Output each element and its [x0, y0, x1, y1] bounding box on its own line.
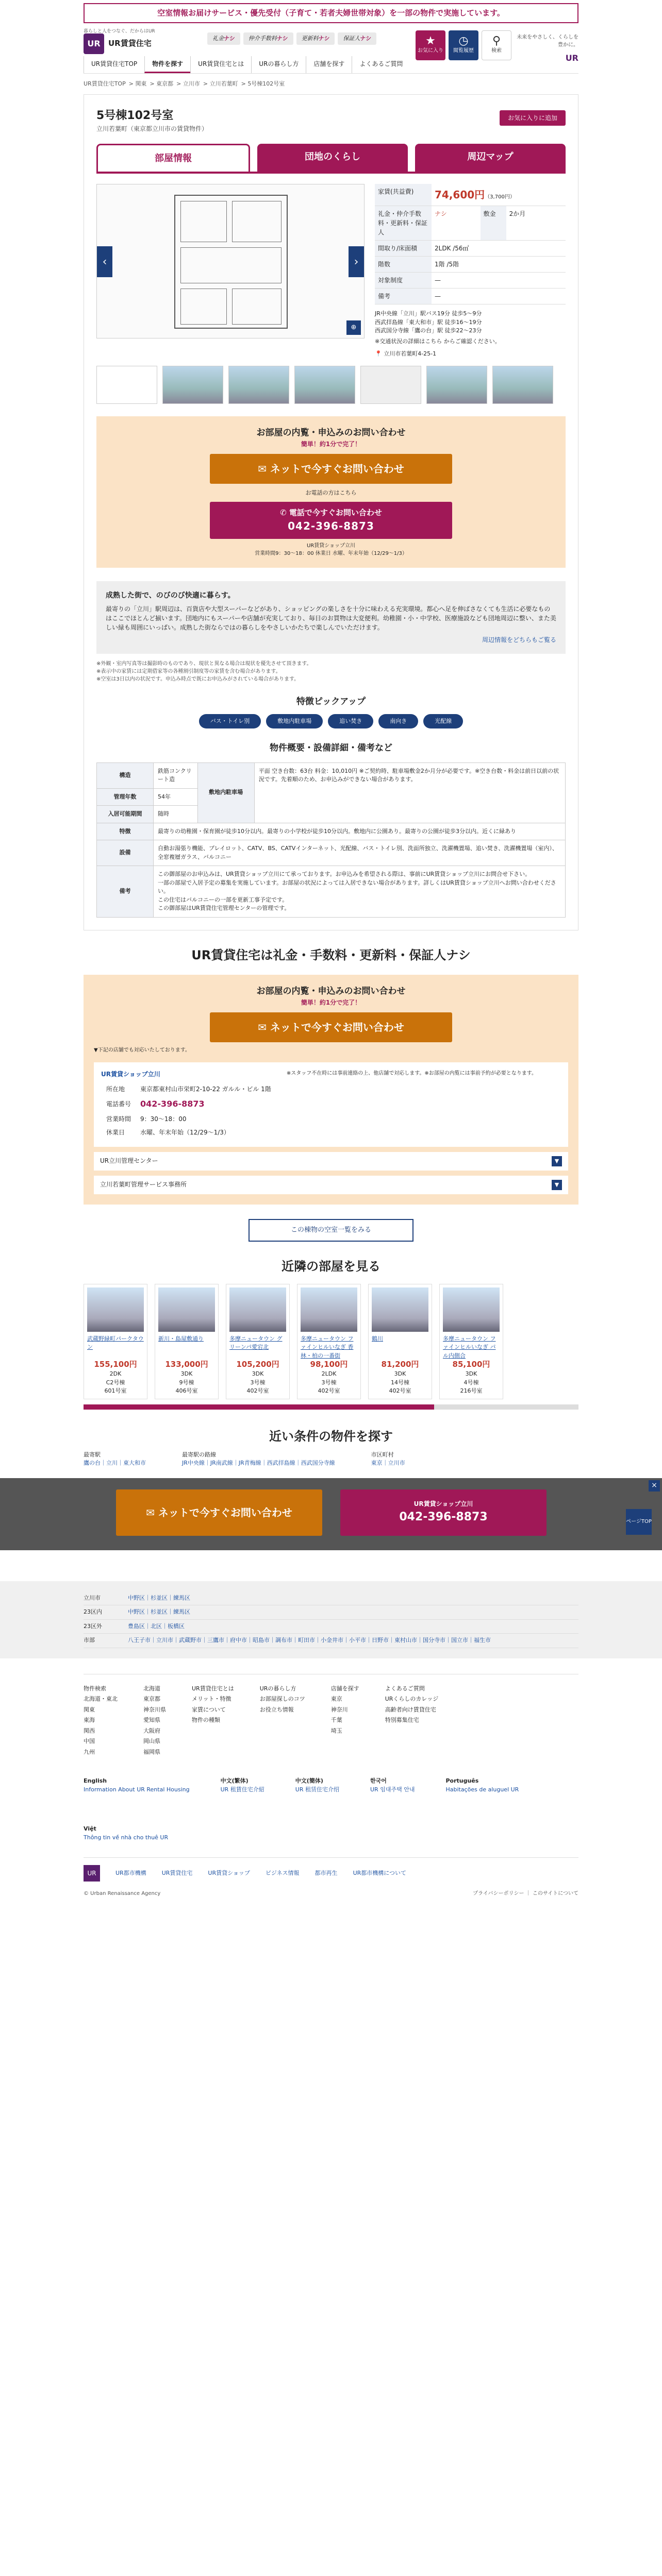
floating-web-inquiry-button[interactable]: ✉ ネットで今すぐお問い合わせ [116, 1489, 322, 1536]
header-icons [416, 30, 511, 60]
clock-icon: ◷ [458, 35, 469, 47]
nearby-list [84, 1284, 578, 1399]
address[interactable]: 📍 立川市若葉町4-25-1 [375, 350, 437, 357]
nearby-card[interactable]: 多摩ニュータウン グリーンパ愛宕北 105,200円 3DK 3号棟 402号室 [226, 1284, 290, 1399]
city-links[interactable]: 東京｜立川市 [371, 1460, 405, 1466]
section-title: UR賃貸住宅は礼金・手数料・更新料・保証人ナシ [191, 947, 471, 962]
tagline: 暮らしと人をつなぐ、だからはUR [84, 28, 155, 34]
breadcrumb-item[interactable]: 立川若葉町 [209, 80, 238, 87]
phone-inquiry-button[interactable]: ✆ 電話で今すぐお問い合わせ 042-396-8873 [210, 502, 452, 539]
thumbnail[interactable] [294, 366, 355, 404]
tab-room-info[interactable]: 部屋情報 [96, 144, 250, 172]
thumbnail-strip [96, 366, 566, 404]
site-logo[interactable] [84, 28, 155, 54]
thumbnail[interactable] [162, 366, 223, 404]
prev-image-button[interactable]: ‹ [97, 246, 112, 277]
badge-reikin: 礼金ナシ [207, 32, 240, 45]
add-favorite-button[interactable]: お気に入りに追加 [500, 110, 566, 126]
feature-tag: 追い焚き [328, 714, 373, 729]
nav-about[interactable]: UR賃貸住宅とは [190, 56, 251, 73]
thumbnail[interactable] [96, 366, 157, 404]
search-title: 近い条件の物件を探す [269, 1429, 393, 1444]
breadcrumb-item[interactable]: 東京都 [156, 80, 174, 87]
nearby-title: 近隣の部屋を見る [282, 1259, 380, 1274]
feature-tag: バス・トイレ別 [199, 714, 261, 729]
nearby-card[interactable]: 多摩ニュータウン ファインヒルいなぎ パル内側合 85,100円 3DK 4号棟 216号室 [439, 1284, 503, 1399]
feature-tag: 光配線 [423, 714, 463, 729]
contact-box-2: お部屋の内覧・申込みのお問い合わせ 簡単！約1分で完了！ ✉ ネットで今すぐお問い合わせ ▼下記の店舗でも対応いたしております。 UR賃貸ショップ立川 所在地 東京都東村山市栄町2-10-22 ガルル・ビル 1階 電話番号 042-396-8873 営業時間 9：30〜18：00 休業日 水曜、年末年始（12/29〜1/3） ※スタッフ不在時には事前連絡の上、他店舗で対応します。※お部屋の内覧には事前予約が必要となります。 UR立川管理センター ▼ 立川若葉町管理サービス事務所 ▼ [84, 975, 578, 1205]
line-links[interactable]: JR中央線｜JR南武線｜JR青梅線｜西武拝島線｜西武国分寺線 [182, 1460, 335, 1466]
logo-mark: UR [84, 33, 104, 54]
search-icon: ⚲ [492, 35, 501, 47]
thumbnail[interactable] [426, 366, 487, 404]
zoom-icon[interactable]: ⊕ [346, 320, 361, 335]
nearby-card[interactable]: 鶴川 81,200円 3DK 14号棟 402号室 [368, 1284, 432, 1399]
announcement-banner[interactable]: 空室情報お届けサービス・優先受付（子育て・若者夫婦世帯対象）を一部の物件で実施しています。 [0, 0, 662, 26]
thumbnail[interactable] [492, 366, 553, 404]
floating-contact-bar [0, 1478, 662, 1550]
site-name: UR賃貸住宅 [108, 39, 152, 48]
site-header [84, 26, 578, 74]
nav-shops[interactable]: 店舗を探す [306, 56, 352, 73]
spec-table: 家賃(共益費) 74,600円（3,700円） 礼金・仲介手数料・更新料・保証人 ナシ 敷金 2か月 間取り/床面積 2LDK /56㎡ 階数 1階 /5階 対象制度 — 備考 — JR中央線「立川」駅バス19分 徒歩5〜9分 西武拝島線「東大和市」駅 徒歩16〜19分 西武国分寺線「鷹の台」駅 徒歩22〜23分 ※交通状況の詳細はこちら からご確認ください。 📍 立川市若葉町4-25-1 [375, 184, 566, 359]
nav-lifestyle[interactable]: URの暮らし方 [251, 56, 306, 73]
copyright: © Urban Renaissance Agency [84, 1891, 161, 1896]
next-image-button[interactable]: › [349, 246, 364, 277]
detail-title: 物件概要・設備詳細・備考など [270, 743, 392, 753]
star-icon: ★ [425, 35, 436, 47]
contact-box: お部屋の内覧・申込みのお問い合わせ 簡単！約1分で完了！ ✉ ネットで今すぐお問い合わせ お電話の方はこちら ✆ 電話で今すぐお問い合わせ 042-396-8873 UR賃貸ショップ立川 営業時間9：30〜18：00 休業日 水曜、年末年始（12/29〜1/3） [96, 416, 566, 568]
feature-tags [96, 714, 566, 729]
notes: ※外観・室内写真等は撮影時のものであり、現状と異なる場合は現状を優先させて頂きます。 ※表示中の家賃には定期借家等の各種割引制度等の家賃を含む場合があります。 ※空室は3日以内の状況です。申込み時点で既にお申込みがされている場合があります。 [96, 661, 312, 682]
breadcrumb-item[interactable]: UR賃貸住宅TOP [84, 80, 126, 87]
nav-top[interactable]: UR賃貸住宅TOP [84, 56, 144, 73]
breadcrumb: UR賃貸住宅TOP > 関東 > 東京都 > 立川市 > 立川若葉町 > 5号棟102号室 [84, 80, 285, 87]
tab-map[interactable]: 周辺マップ [415, 144, 566, 172]
accordion-service-office[interactable]: 立川若葉町管理サービス事務所 ▼ [94, 1176, 568, 1194]
chevron-down-icon: ▼ [552, 1156, 562, 1166]
page-subtitle: 立川若葉町（東京都立川市の賃貸物件） [96, 125, 208, 132]
thumbnail[interactable] [228, 366, 289, 404]
footer-links: UR UR都市機構 UR賃貸住宅 UR賃貸ショップ ビジネス情報 都市再生 UR都市機構について [84, 1857, 578, 1882]
history-button[interactable]: ◷ 閲覧履歴 [449, 30, 478, 60]
access-info: JR中央線「立川」駅バス19分 徒歩5〜9分 西武拝島線「東大和市」駅 徒歩16〜19分 西武国分寺線「鷹の台」駅 徒歩22〜23分 ※交通状況の詳細はこちら からご確認ください。 📍 立川市若葉町4-25-1 [375, 310, 566, 359]
shop-info: UR賃貸ショップ立川 所在地 東京都東村山市栄町2-10-22 ガルル・ビル 1階 電話番号 042-396-8873 営業時間 9：30〜18：00 休業日 水曜、年末年始（12/29〜1/3） ※スタッフ不在時には事前連絡の上、他店舗で対応します。※お部屋の内覧には事前予約が必要となります。 [94, 1062, 568, 1147]
breadcrumb-current: 5号棟102号室 [247, 80, 285, 87]
page-title: 5号棟102号室 [96, 109, 174, 122]
badge-guarantor: 保証人ナシ [338, 32, 376, 45]
breadcrumb-item[interactable]: 関東 [135, 80, 147, 87]
favorites-button[interactable]: ★ お気に入り [416, 30, 445, 60]
shop-link[interactable]: UR賃貸ショップ立川 [101, 1071, 160, 1078]
mail-icon: ✉ [146, 1506, 158, 1519]
surroundings-link[interactable]: 周辺情報をどちらもご覧る [482, 636, 556, 643]
rent-value: 74,600円 [435, 189, 485, 201]
footer-sitemap: 物件検索 北海道・東北 関東 東海 関西 中国 九州 北海道 東京都 神奈川県 愛知県 大阪府 岡山県 福岡県 UR賃貸住宅とは メリット・特徴 家賃について 物件の種類 URの暮らし方 お部屋探しのコツ お役立ち情報 店舗を探す 東京 神奈川 千葉 埼玉 よくあるご質問 URくらしのカレッジ 高齢者向け賃貸住宅 特別募集住宅 [84, 1674, 578, 1767]
footer-logo[interactable]: UR [84, 1865, 100, 1882]
area-promo: 成熟した街で、のびのび快適に暮らす。 最寄りの「立川」駅周辺は、百貨店や大型スーパーなどがあり、ショッピングの楽しさを十分に味わえる充実環境。都心へ足を伸ばさなくても生活に必要なものはここでほとんど揃います。団地内にもスーパーや店舗が充実しており、毎日のお買物は大変便利。幼稚園・小・中学校、医療施設なども団地周辺に整い、また美しい緑も周囲にいっぱい。成熟した街ならではの暮らしをやさしいかたちで楽しんでいただけます。 周辺情報をどちらもご覧る [96, 581, 566, 654]
nav-search[interactable]: 物件を探す [144, 56, 190, 73]
floorplan-image[interactable] [96, 184, 365, 338]
benefit-badges [207, 32, 376, 45]
nearby-card[interactable]: 武蔵野緑町パークタウン 155,100円 2DK C2号棟 601号室 [84, 1284, 147, 1399]
accordion-management-center[interactable]: UR立川管理センター ▼ [94, 1152, 568, 1171]
pin-icon: 📍 [375, 350, 382, 357]
nav-faq[interactable]: よくあるご質問 [352, 56, 410, 73]
nearby-card[interactable]: 新川・島屋敷通り 133,000円 3DK 9号棟 406号室 [155, 1284, 219, 1399]
badge-renewal: 更新料ナシ [296, 32, 335, 45]
language-links: English Information About UR Rental Housing 中文(繁体) UR 租賃住宅介紹 中文(簡体) UR 租赁住宅介绍 한국어 UR 임대주택 안내 Português Habitações de aluguel UR Việt Thông tin về nhà cho thuê UR [84, 1777, 519, 1841]
search-conditions: 最寄駅 鷹の台｜立川｜東大和市 最寄駅の路線 JR中央線｜JR南武線｜JR青梅線｜西武拝島線｜西武国分寺線 市区町村 東京｜立川市 [84, 1451, 405, 1466]
nearby-card[interactable]: 多摩ニュータウン ファインヒルいなぎ 香林・柏の一番街 98,100円 2LDK 3号棟 402号室 [297, 1284, 361, 1399]
page-top-button[interactable]: ページTOP [626, 1509, 652, 1535]
mail-icon: ✉ [258, 1021, 267, 1033]
badge-fee: 仲介手数料ナシ [243, 32, 293, 45]
policy-links[interactable]: プライバシーポリシー ｜ このサイトについて [473, 1891, 578, 1896]
floorplan-drawing [174, 195, 288, 329]
web-inquiry-button[interactable]: ✉ ネットで今すぐお問い合わせ [210, 1012, 452, 1042]
property-tabs [96, 144, 566, 174]
carousel-scrollbar[interactable] [84, 1404, 578, 1410]
tab-estate-life[interactable]: 団地のくらし [257, 144, 408, 172]
feature-tag: 敷地内駐車場 [266, 714, 323, 729]
feature-tag: 南向き [378, 714, 418, 729]
contact-title: お部屋の内覧・申込みのお問い合わせ [256, 427, 406, 438]
corporate-link[interactable]: 未来をやさしく、くらしを豊かに。 UR [517, 34, 578, 63]
breadcrumb-item[interactable]: 立川市 [183, 80, 200, 87]
area-links: 立川市 中野区｜杉並区｜練馬区 23区内 中野区｜杉並区｜練馬区 23区外 豊島区｜北区｜板橋区 市部 八王子市｜立川市｜武蔵野市｜三鷹市｜府中市｜昭島市｜調布市｜町田市｜小金井市｜小平市｜日野市｜東村山市｜国分寺市｜国立市｜福生市 [0, 1581, 662, 1658]
property-card [84, 94, 578, 930]
thumbnail[interactable] [360, 366, 421, 404]
chevron-down-icon: ▼ [552, 1180, 562, 1190]
view-vacancies-button[interactable]: この棟物の空室一覧をみる [249, 1219, 413, 1242]
phone-icon: ✆ [280, 507, 287, 517]
mail-icon: ✉ [258, 463, 267, 475]
search-button[interactable]: ⚲ 検索 [482, 30, 511, 60]
station-links[interactable]: 鷹の台｜立川｜東大和市 [84, 1460, 146, 1466]
global-nav [84, 56, 410, 73]
web-inquiry-button[interactable]: ✉ ネットで今すぐお問い合わせ [210, 454, 452, 484]
close-icon[interactable]: × [649, 1480, 660, 1492]
pickup-title: 特徴ピックアップ [296, 697, 366, 707]
detail-table: 構造 鉄筋コンクリート造 敷地内駐車場 平面 空き台数：63台 料金：10,010円 ※ご契約時、駐車場敷金2か月分が必要です。※空き台数・料金は前日以前の状況です。先着順のため、お申込みができない場合があります。 管理年数 54年 入居可能期間 随時 特徴 最寄りの幼稚園・保育園が徒歩10分以内。最寄りの小学校が徒歩10分以内。敷地内に公園あり。最寄りの公園が徒歩3分以内。近くに緑あり 設備 自動お湯張り機能、プレイロット、CATV、BS、CATVインターネット、光配線、バス・トイレ別、洗面所独立、洗濯機置場、追い焚き、洗濯機置場（室内）、全窓複層ガラス、バルコニー 備考 この御部屋のお申込みは、UR賃貸ショップ立川にて承っております。お申込みを希望される際は、事前にUR賃貸ショップ立川にお問合せ下さい。 一部の部屋で入居予定の募集を実施しています。お部屋の状況によっては入居できない場合があります。詳しくはUR賃貸ショップ立川へお問い合わせください。 この住宅はバルコニーの一部を更新工事予定です。 この御部屋はUR賃貸住宅管理センターの管理です。 [96, 762, 566, 918]
floating-phone-button[interactable]: UR賃貸ショップ立川 042-396-8873 [340, 1489, 547, 1536]
